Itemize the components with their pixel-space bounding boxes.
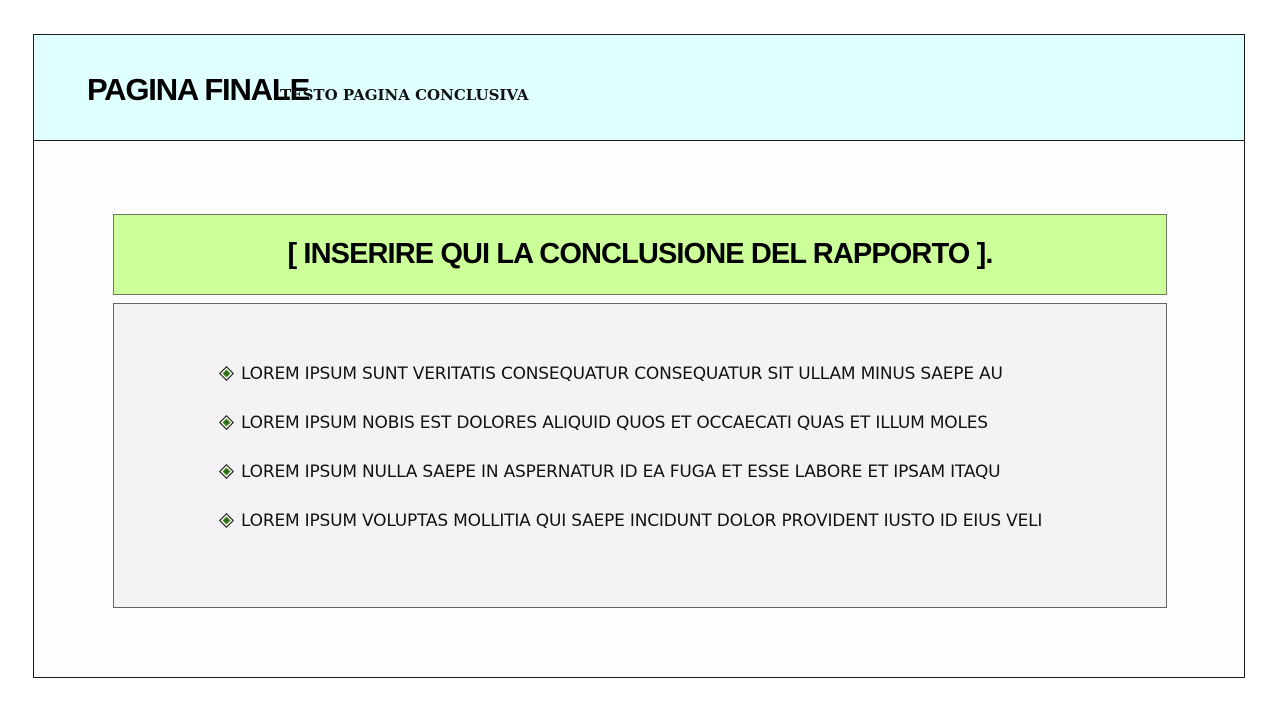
diamond-bullet-icon <box>219 513 234 528</box>
diamond-bullet-icon <box>219 366 234 381</box>
list-item <box>219 507 1042 534</box>
content-box <box>113 303 1167 608</box>
list-item <box>219 360 1042 387</box>
page-title: PAGINA FINALE <box>87 72 310 107</box>
diamond-bullet-icon <box>219 464 234 479</box>
bullet-list <box>219 360 1042 556</box>
conclusion-banner-text: [ INSERIRE QUI LA CONCLUSIONE DEL RAPPORTO ]. <box>287 238 993 270</box>
list-item <box>219 409 1042 436</box>
diamond-bullet-icon <box>219 415 234 430</box>
bullet-text: LOREM IPSUM SUNT VERITATIS CONSEQUATUR CONSEQUATUR SIT ULLAM MINUS SAEPE AU <box>241 363 1003 384</box>
conclusion-banner <box>113 214 1167 295</box>
page-subtitle: TESTO PAGINA CONCLUSIVA <box>280 86 529 104</box>
slide-page <box>33 34 1245 678</box>
bullet-text: LOREM IPSUM NULLA SAEPE IN ASPERNATUR ID EA FUGA ET ESSE LABORE ET IPSAM ITAQU <box>241 461 1001 482</box>
list-item <box>219 458 1042 485</box>
bullet-text: LOREM IPSUM VOLUPTAS MOLLITIA QUI SAEPE INCIDUNT DOLOR PROVIDENT IUSTO ID EIUS VELI <box>241 510 1043 531</box>
header-bar <box>34 35 1244 141</box>
bullet-text: LOREM IPSUM NOBIS EST DOLORES ALIQUID QUOS ET OCCAECATI QUAS ET ILLUM MOLES <box>241 412 988 433</box>
